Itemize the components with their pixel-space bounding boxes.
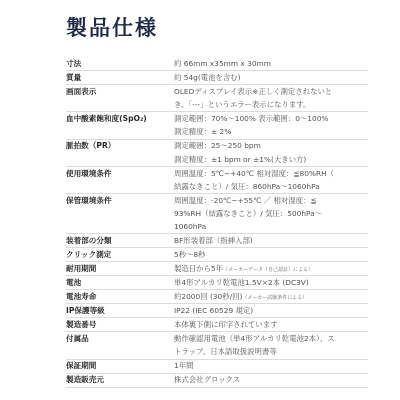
spec-row bbox=[0, 85, 400, 111]
spec-value bbox=[174, 167, 374, 193]
spec-label: 脈拍数（PR） bbox=[66, 141, 116, 151]
spec-row bbox=[0, 373, 400, 386]
spec-row bbox=[0, 332, 400, 358]
spec-value-line: トラップ、日本語取扱説明書等 bbox=[174, 347, 277, 357]
spec-row bbox=[0, 304, 400, 317]
spec-value-line: 測定精度：± 2% bbox=[174, 127, 232, 137]
spec-label: 耐用期間 bbox=[66, 264, 97, 274]
spec-value-note: （メーカー試験条件による） bbox=[242, 295, 308, 302]
spec-value-line: OLEDディスプレイ表示※正しく測定されないと bbox=[174, 87, 333, 96]
spec-row bbox=[0, 167, 400, 193]
spec-value bbox=[174, 194, 374, 234]
spec-value-line: 1年間 bbox=[174, 361, 194, 371]
spec-row bbox=[0, 359, 400, 372]
spec-value-line: 測定範囲：70%～100% 表示範囲：0～100% bbox=[174, 114, 329, 124]
spec-label: IP保護等級 bbox=[66, 306, 105, 316]
spec-row bbox=[0, 248, 400, 261]
spec-row bbox=[0, 318, 400, 331]
spec-value bbox=[174, 318, 374, 331]
spec-value-line: IP22 (IEC 60529 規定) bbox=[174, 306, 254, 316]
spec-row bbox=[0, 290, 400, 303]
spec-value-line: 結露なきこと）/ 気圧：860hPa～1060hPa bbox=[174, 181, 320, 191]
spec-value bbox=[174, 359, 374, 372]
spec-row bbox=[0, 112, 400, 138]
spec-row bbox=[0, 139, 400, 165]
spec-label: 使用環境条件 bbox=[66, 168, 112, 178]
spec-label: 装着部の分類 bbox=[66, 236, 112, 246]
spec-value bbox=[174, 139, 374, 165]
spec-row bbox=[0, 276, 400, 289]
spec-value-line: BF形装着部（指挿入部) bbox=[174, 236, 253, 246]
page-title: 製品仕様 bbox=[66, 16, 158, 40]
spec-row bbox=[0, 71, 400, 84]
spec-label: クリック測定 bbox=[66, 250, 112, 260]
spec-value-line: 約 54g(電池を含む) bbox=[174, 73, 241, 82]
spec-value-line: 測定精度：±1 bpm or ±1%(大きい方) bbox=[174, 154, 307, 164]
spec-value-line: 動作確認用電池（単4形アルカリ乾電池2本）、ス bbox=[174, 334, 335, 344]
spec-label: 製造販売元 bbox=[66, 375, 104, 385]
spec-label: 画面表示 bbox=[66, 87, 97, 96]
spec-value bbox=[174, 332, 374, 358]
spec-value bbox=[174, 373, 374, 386]
spec-label: 血中酸素飽和度(SpO₂) bbox=[66, 114, 147, 124]
spec-value-line: 93%RH（結露なきこと）/ 気圧：500hPa～ bbox=[174, 208, 323, 218]
spec-label: 付属品 bbox=[66, 334, 89, 344]
spec-label: 製造番号 bbox=[66, 320, 97, 330]
row-divider bbox=[66, 387, 368, 388]
spec-value-line: 周囲温度：5℃~+40℃ 相対湿度：≦80%RH（ bbox=[174, 168, 335, 178]
spec-value bbox=[174, 85, 374, 111]
spec-value-line: 製造日から5年 bbox=[174, 264, 224, 274]
spec-value-note: （メーカーデータ（自己認証）による） bbox=[223, 267, 313, 274]
spec-value bbox=[174, 304, 374, 317]
spec-value bbox=[174, 57, 374, 70]
spec-value-line: 単4形アルカリ乾電池1.5V×2本 (DC3V) bbox=[174, 278, 309, 288]
spec-label: 質量 bbox=[66, 73, 82, 82]
spec-value-line: 周囲温度：-20℃~+55℃ ／ 相対湿度：≦ bbox=[174, 195, 317, 205]
spec-value-line: 1060hPa bbox=[174, 222, 207, 232]
spec-label: 保証期間 bbox=[66, 361, 97, 371]
spec-value bbox=[174, 234, 374, 247]
spec-value-line: 株式会社グロックス bbox=[174, 375, 241, 385]
spec-value-line: 約 66mm x35mm x 30mm bbox=[174, 59, 271, 68]
spec-row bbox=[0, 194, 400, 234]
spec-value-line: 約2000回 (30秒/回) bbox=[174, 292, 243, 302]
spec-value-line: 本体裏下側に印字されています bbox=[174, 320, 278, 330]
spec-label: 電池 bbox=[66, 278, 82, 288]
spec-value bbox=[174, 290, 374, 303]
spec-row bbox=[0, 262, 400, 275]
spec-label: 寸法 bbox=[66, 59, 82, 68]
spec-value bbox=[174, 248, 374, 261]
spec-row bbox=[0, 57, 400, 70]
spec-value bbox=[174, 71, 374, 84]
spec-value bbox=[174, 112, 374, 138]
spec-row bbox=[0, 234, 400, 247]
spec-value bbox=[174, 262, 374, 275]
spec-value-line: 測定範囲：25～250 bpm bbox=[174, 141, 261, 151]
spec-value-line: 5秒～8秒 bbox=[174, 250, 206, 260]
spec-label: 保管環境条件 bbox=[66, 195, 112, 205]
spec-value-line: き、「---」というエラー表示になります。 bbox=[174, 100, 311, 110]
spec-label: 電池寿命 bbox=[66, 292, 97, 302]
spec-value bbox=[174, 276, 374, 289]
